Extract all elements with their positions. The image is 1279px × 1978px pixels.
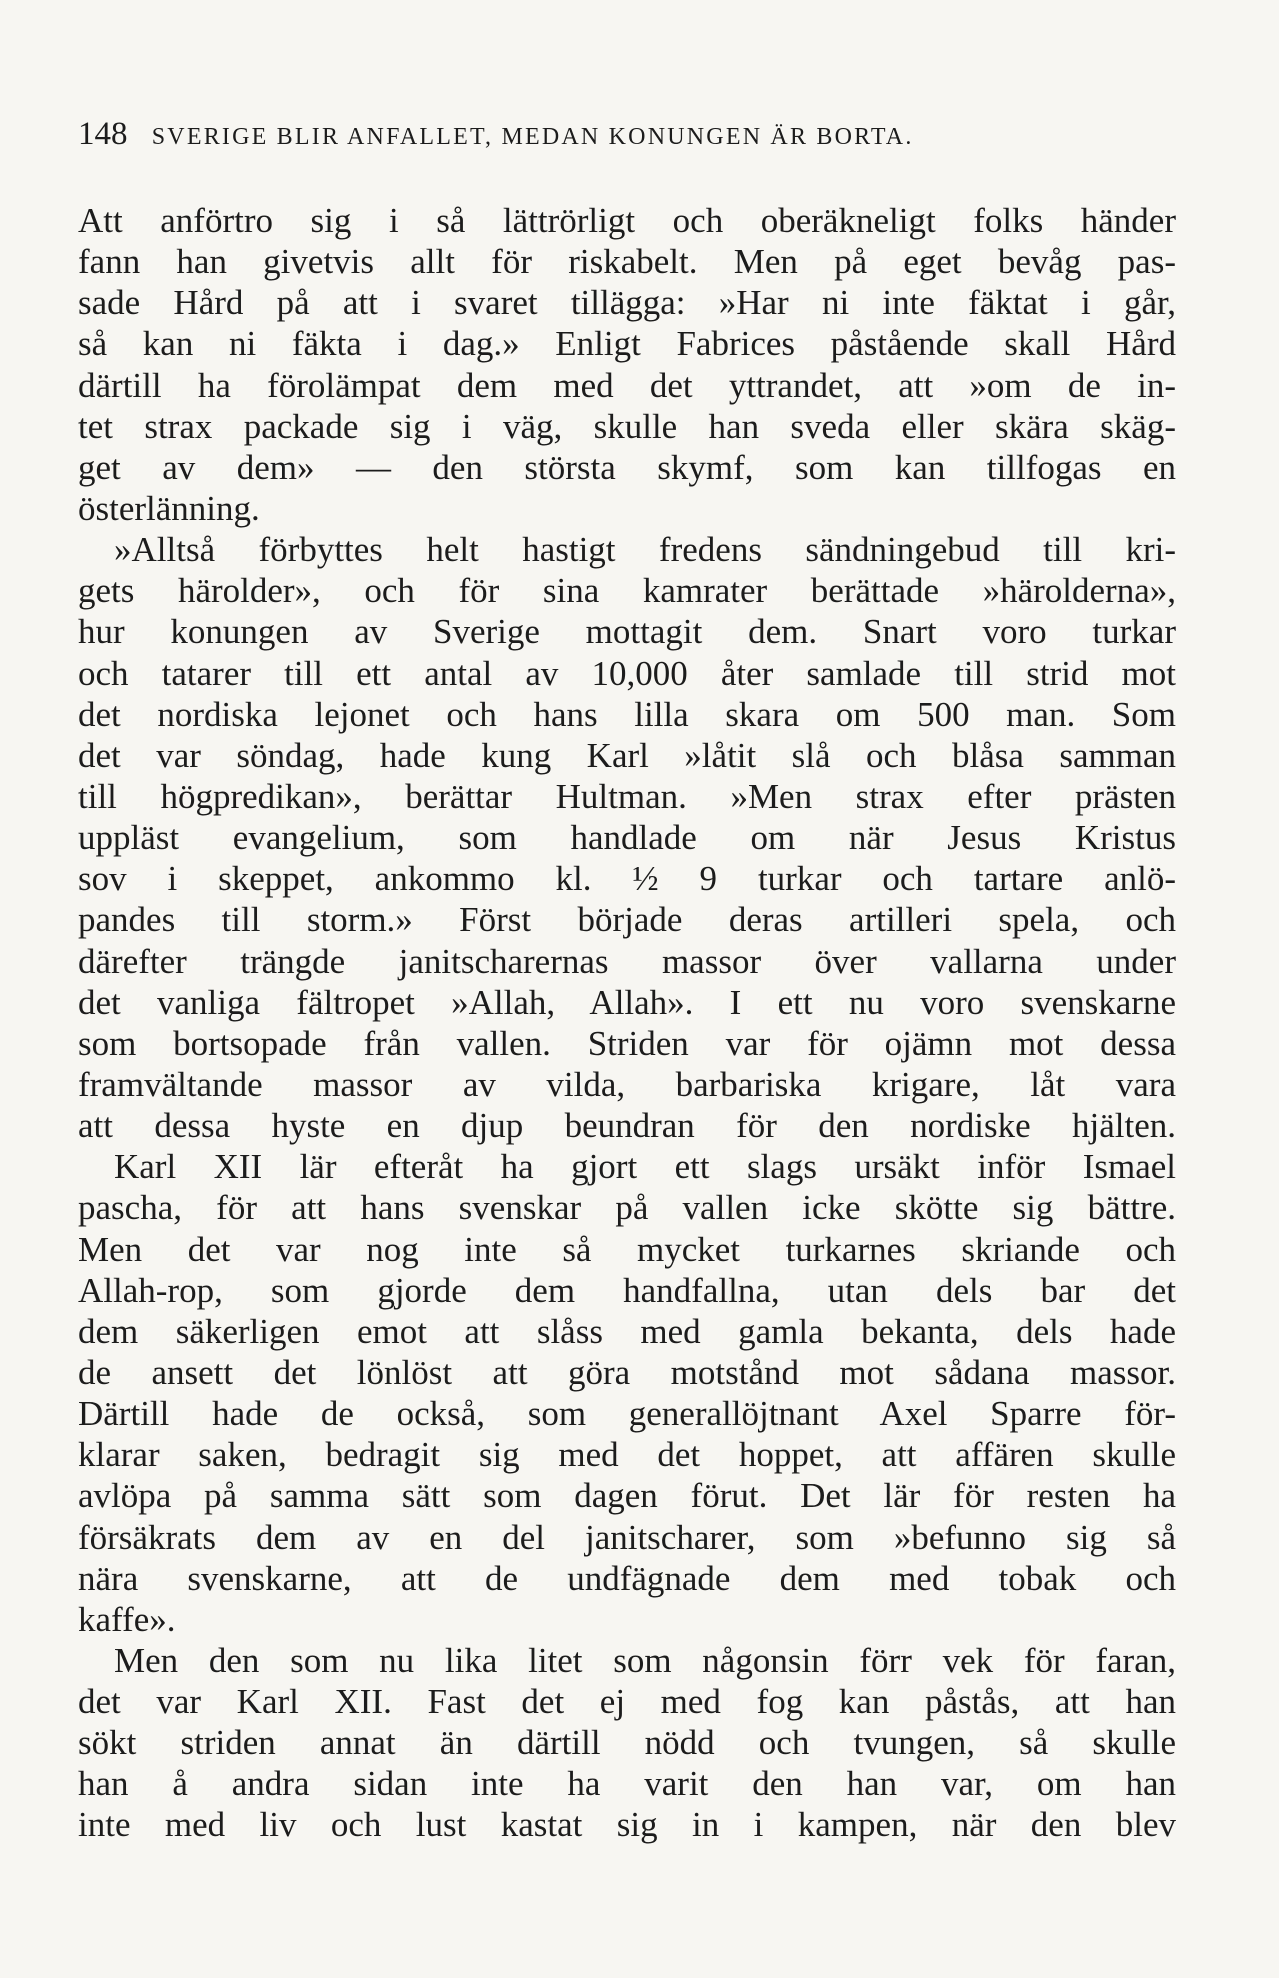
text-line: därefter trängde janitscharernas massor över vallarna under xyxy=(78,941,1176,981)
text-line: hur konungen av Sverige mottagit dem. Snart voro turkar xyxy=(78,612,1176,652)
text-line: Men det var nog inte så mycket turkarnes skriande och xyxy=(78,1229,1176,1269)
text-line: Att anförtro sig i så lättrörligt och oberäkneligt folks händer xyxy=(78,201,1176,240)
text-line: sov i skeppet, ankommo kl. ½ 9 turkar och tartare anlö- xyxy=(78,859,1176,899)
text-line: därtill ha förolämpat dem med det yttrandet, att »om de in- xyxy=(78,365,1176,405)
text-line: till högpredikan», berättar Hultman. »Men strax efter prästen xyxy=(78,776,1176,816)
text-line: dem säkerligen emot att slåss med gamla bekanta, dels hade xyxy=(78,1311,1176,1351)
text-line: österlänning. xyxy=(78,488,260,528)
text-line: gets härolder», och för sina kamrater berättade »härolderna», xyxy=(78,571,1176,611)
text-line: »Alltså förbyttes helt hastigt fredens sändningebud till kri- xyxy=(114,530,1176,570)
text-line: som bortsopade från vallen. Striden var för ojämn mot dessa xyxy=(78,1023,1176,1063)
text-line: get av dem» — den största skymf, som kan tillfogas en xyxy=(78,447,1176,487)
text-line: klarar saken, bedragit sig med det hoppet, att affären skulle xyxy=(78,1435,1176,1475)
text-line: inte med liv och lust kastat sig in i kampen, när den blev xyxy=(78,1805,1176,1845)
text-line: sökt striden annat än därtill nödd och tvungen, så skulle xyxy=(78,1723,1176,1763)
text-line: det var Karl XII. Fast det ej med fog kan påstås, att han xyxy=(78,1682,1176,1722)
text-line: så kan ni fäkta i dag.» Enligt Fabrices påstående skall Hård xyxy=(78,324,1176,364)
text-line: det vanliga fältropet »Allah, Allah». I ett nu voro svenskarne xyxy=(78,982,1176,1022)
body-text xyxy=(78,200,1176,1846)
text-line: nära svenskarne, att de undfägnade dem med tobak och xyxy=(78,1558,1176,1598)
text-line: Därtill hade de också, som generallöjtnant Axel Sparre för- xyxy=(78,1394,1176,1434)
text-line: tet strax packade sig i väg, skulle han sveda eller skära skäg- xyxy=(78,406,1176,446)
text-line: och tatarer till ett antal av 10,000 åter samlade till strid mot xyxy=(78,653,1176,693)
text-line: Men den som nu lika litet som någonsin förr vek för faran, xyxy=(114,1640,1176,1680)
text-line: Karl XII lär efteråt ha gjort ett slags ursäkt inför Ismael xyxy=(114,1147,1176,1187)
text-line: pascha, för att hans svenskar på vallen icke skötte sig bättre. xyxy=(78,1188,1176,1228)
text-line: det var söndag, hade kung Karl »låtit slå och blåsa samman xyxy=(78,735,1176,775)
text-line: uppläst evangelium, som handlade om när Jesus Kristus xyxy=(78,818,1176,858)
text-line: pandes till storm.» Först började deras artilleri spela, och xyxy=(78,900,1176,940)
page-header xyxy=(78,114,1188,154)
page-number: 148 xyxy=(78,116,128,152)
text-line: att dessa hyste en djup beundran för den nordiske hjälten. xyxy=(78,1106,1176,1146)
text-line: kaffe». xyxy=(78,1599,176,1639)
text-line: sade Hård på att i svaret tillägga: »Har ni inte fäktat i går, xyxy=(78,283,1176,323)
text-line: Allah-rop, som gjorde dem handfallna, utan dels bar det xyxy=(78,1270,1176,1310)
text-line: framvältande massor av vilda, barbariska krigare, låt vara xyxy=(78,1064,1176,1104)
text-line: han å andra sidan inte ha varit den han var, om han xyxy=(78,1764,1176,1804)
text-line: de ansett det lönlöst att göra motstånd mot sådana massor. xyxy=(78,1352,1176,1392)
text-line: fann han givetvis allt för riskabelt. Men på eget bevåg pas- xyxy=(78,242,1176,282)
text-line: försäkrats dem av en del janitscharer, som »befunno sig så xyxy=(78,1517,1176,1557)
text-line: avlöpa på samma sätt som dagen förut. Det lär för resten ha xyxy=(78,1476,1176,1516)
text-line: det nordiska lejonet och hans lilla skara om 500 man. Som xyxy=(78,694,1176,734)
running-title: SVERIGE BLIR ANFALLET, MEDAN KONUNGEN ÄR BORTA. xyxy=(151,124,914,150)
